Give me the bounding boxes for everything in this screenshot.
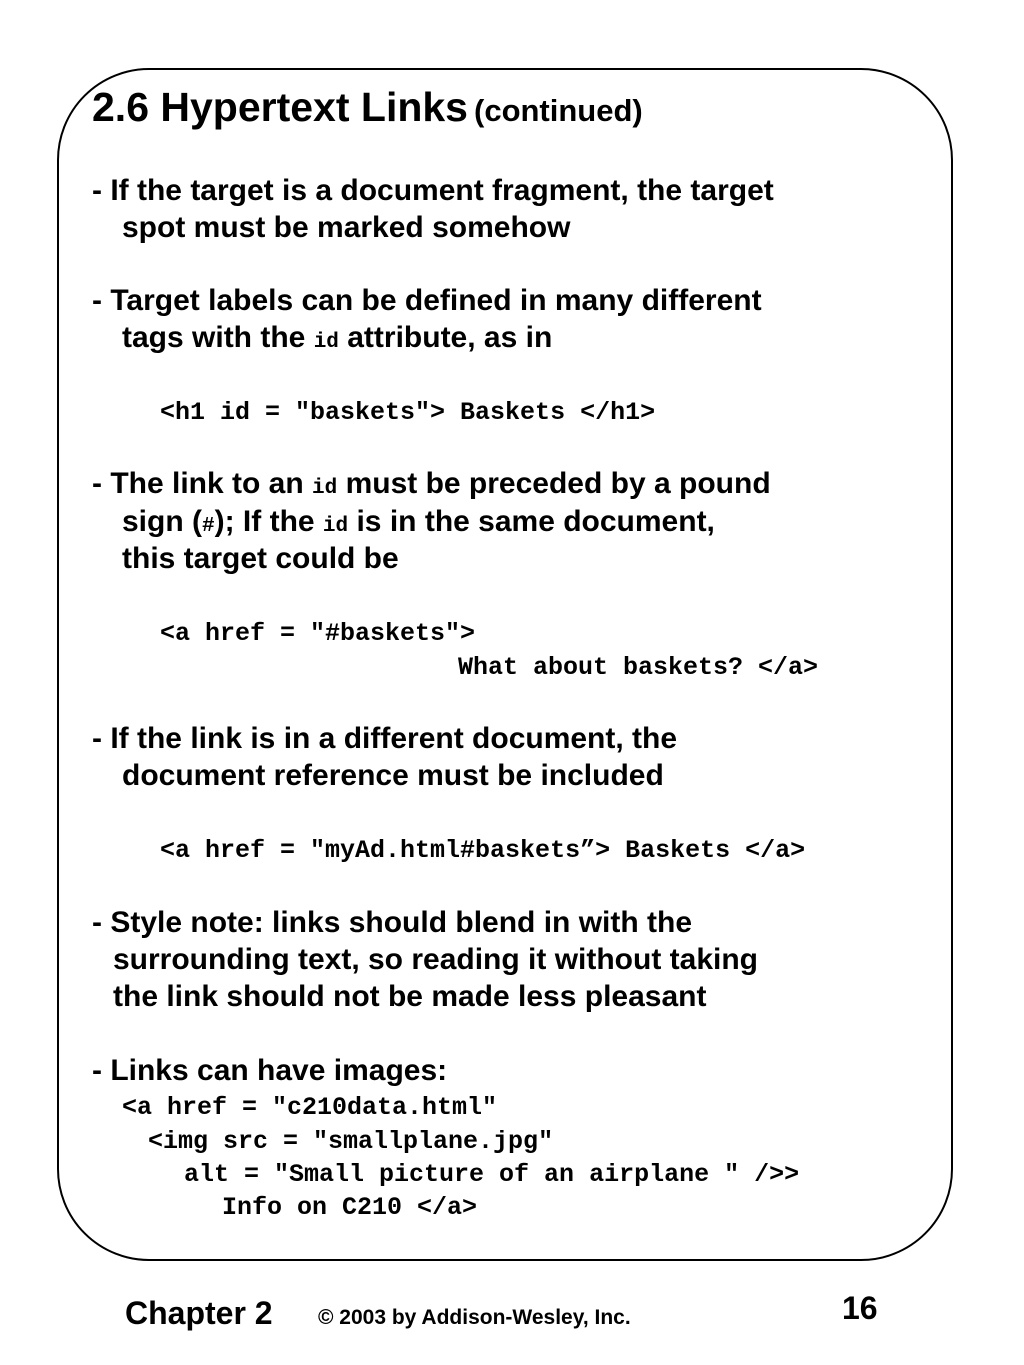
bullet4-line1: - If the link is in a different document, the [92, 722, 678, 755]
bullet4-line2: document reference must be included [122, 759, 664, 792]
bullet3-line2-post: is in the same document, [348, 505, 715, 538]
page-number: 16 [842, 1290, 878, 1326]
bullet3-line3: this target could be [122, 542, 399, 575]
bullet2-line1: - Target labels can be defined in many different [92, 284, 762, 317]
bullet1-line2: spot must be marked somehow [122, 211, 571, 244]
bullet6-code-line2: <img src = "smallplane.jpg" [148, 1127, 554, 1156]
bullet5-line3: the link should not be made less pleasant [113, 980, 707, 1013]
bullet3-code-line2: What about baskets? </a> [458, 653, 819, 682]
bullet3-code-line1: <a href = "#baskets"> [160, 619, 476, 648]
bullet3-id-code: id [312, 477, 338, 500]
bullet3-line2-mid: ); If the [214, 505, 323, 538]
bullet2-line2 [122, 319, 552, 362]
bullet2-code: <h1 id = "baskets"> Baskets </h1> [160, 398, 656, 427]
bullet5-line2: surrounding text, so reading it without taking [113, 943, 758, 976]
bullet3-id-code-2: id [322, 515, 349, 538]
bullet3-line2-pre: sign ( [122, 505, 202, 538]
bullet5-line1: - Style note: links should blend in with the [92, 906, 693, 939]
bullet6-line1: - Links can have images: [92, 1054, 448, 1087]
bullet2-line2-post: attribute, as in [338, 321, 553, 354]
bullet2-id-code: id [313, 331, 339, 354]
bullet3-line1-pre: - The link to an [92, 467, 313, 500]
footer-copyright: © 2003 by Addison-Wesley, Inc. [318, 1306, 631, 1329]
title-suffix: (continued) [474, 93, 643, 128]
slide-title [92, 84, 643, 131]
bullet3-pound-code: # [202, 515, 215, 538]
bullet6-code-line4: Info on C210 </a> [222, 1193, 478, 1222]
bullet2-line2-pre: tags with the [122, 321, 314, 354]
bullet1-line1: - If the target is a document fragment, the target [92, 174, 774, 207]
footer-chapter: Chapter 2 [125, 1295, 273, 1331]
bullet3-line1-post: must be preceded by a pound [337, 467, 771, 500]
title-text: 2.6 Hypertext Links [92, 84, 468, 130]
bullet4-code: <a href = "myAd.html#baskets”> Baskets </a> [160, 836, 806, 865]
bullet3-line1 [92, 465, 771, 508]
bullet6-code-line1: <a href = "c210data.html" [122, 1093, 498, 1122]
bullet6-code-line3: alt = "Small picture of an airplane " />> [184, 1160, 800, 1189]
